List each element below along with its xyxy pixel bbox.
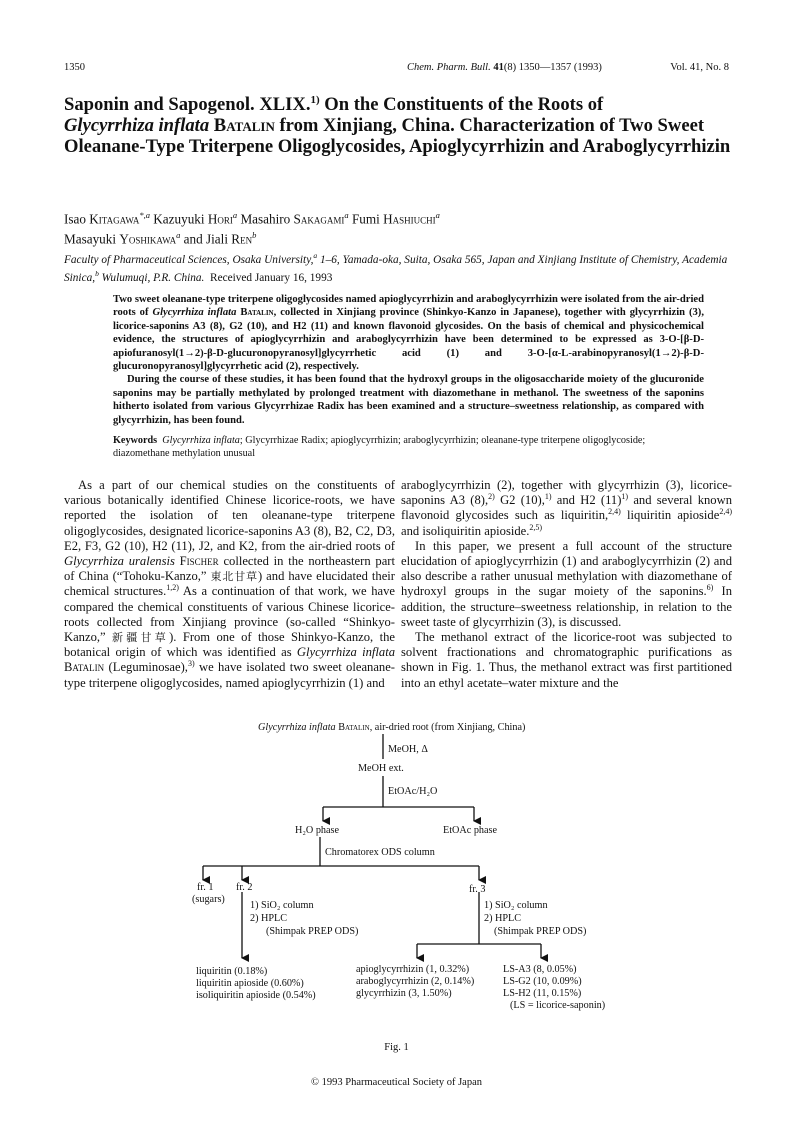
body-text: As a part of our chemical studies on the constituents of various botanically identified Chinese licorice-roots, we have reported the isolation of ten oleanane-type triterpene oligoglycosides, designated licorice-saponins A3 (8), B2, C2, D3, E2, F3, G2 (10), H2 (11), J2, and K2, from the air-dried roots of xyxy=(64,478,395,553)
scheme-node: H₂O phase xyxy=(295,825,340,836)
paper-title xyxy=(64,90,734,157)
body-ref: 2,4) xyxy=(719,507,732,517)
scheme-step: 1) SiO₂ column xyxy=(484,900,548,911)
scheme-product: apioglycyrrhizin (1, 0.32%) xyxy=(356,964,470,975)
abstract-species: Glycyrrhiza inflata xyxy=(152,307,237,319)
scheme-product: glycyrrhizin (3, 1.50%) xyxy=(356,988,452,999)
scheme-step: 2) HPLC xyxy=(484,913,522,924)
affiliation xyxy=(64,249,739,285)
author-first: Fumi xyxy=(348,211,384,227)
scheme-step: 2) HPLC xyxy=(250,913,288,924)
body-text: and H2 (11) xyxy=(551,493,622,508)
scheme-node: fr. 3 xyxy=(469,884,486,895)
scheme-species-author: Batalin xyxy=(338,722,370,733)
scheme-node: EtOAc phase xyxy=(443,825,498,836)
body-text: (Leguminosae), xyxy=(104,660,188,675)
body-ref: 1,2) xyxy=(166,583,179,593)
body-cjk: 新疆甘草 xyxy=(112,631,170,645)
author-surname: Kitagawa xyxy=(89,211,140,227)
body-text: In this paper, we present a full account of the structure elucidation of apioglycyrrhizin (1) and araboglycyrrhizin (2) and also describe a rather unusual methylation with diazomethane of hydroxyl groups in the sugar moiety of the saponins. xyxy=(401,538,732,599)
body-text: As a continuation of that work, we have compared the chemical constituents of various Chinese licorice-roots collected from Xinjiang province (so-called “Shinkyo-Kanzo,” xyxy=(64,584,395,645)
body-ref: 6) xyxy=(706,583,714,593)
affiliation-sup: b xyxy=(95,268,99,278)
body-text: and isoliquiritin apioside. xyxy=(401,523,530,538)
body-paragraph xyxy=(401,478,732,539)
body-ref: 3) xyxy=(187,659,195,669)
abstract-paragraph: During the course of these studies, it has been found that the hydroxyl groups in the oligosaccharide moiety of the glucuronide saponins may be partially methylated by prolonged treatment with diazomethane in methanol. The sweetness of the saponins hitherto isolated from various Glycyrrhizae Radix has been examined and a structure–sweetness relationship, as compared with glycyrrhizin, has been found. xyxy=(113,374,704,426)
scheme-step: Chromatorex ODS column xyxy=(325,847,435,858)
keywords-label: Keywords xyxy=(113,435,158,446)
journal-volume: 41 xyxy=(493,62,504,73)
scheme-product: isoliquiritin apioside (0.54%) xyxy=(196,990,316,1001)
scheme-step: EtOAc/H₂O xyxy=(388,786,438,797)
scheme-node: MeOH ext. xyxy=(358,763,404,774)
body-species-author: Fischer xyxy=(174,554,219,569)
title-ref: 1) xyxy=(310,94,320,106)
author-sup: b xyxy=(252,230,257,241)
body-ref: 2,5) xyxy=(529,522,543,532)
scheme-source-text: , air-dried root (from Xinjiang, China) xyxy=(369,722,526,733)
author-surname: Sakagami xyxy=(293,211,345,227)
scheme-node: fr. 2 xyxy=(236,882,253,893)
author-surname: Yoshikawa xyxy=(119,231,177,247)
author-sup: a xyxy=(176,230,181,241)
body-text: and several known flavonoid glycosides such as liquiritin, xyxy=(401,493,732,523)
author-surname: Hashiuchi xyxy=(383,211,436,227)
copyright-notice: © 1993 Pharmaceutical Society of Japan xyxy=(311,1077,482,1088)
scheme-product: liquiritin apioside (0.60%) xyxy=(196,978,304,989)
keyword-list: ; Glycyrrhizae Radix; apioglycyrrhizin; araboglycyrrhizin; oleanane-type triterpene oligoglycoside; diazomethane methylation unusual xyxy=(113,435,646,459)
body-species: Glycyrrhiza inflata xyxy=(296,645,395,660)
body-text: we have isolated two sweet oleanane-type triterpene oligoglycosides, named apioglycyrrhizin (1) and xyxy=(64,660,396,690)
body-paragraph xyxy=(401,539,732,630)
body-text: ) and have elucidated their chemical structures. xyxy=(64,569,395,599)
received-date: Received January 16, 1993 xyxy=(210,271,333,284)
title-rest: from Xinjiang, China. Characterization of Two Sweet Oleanane-Type Triterpene Oligoglycosides, Apioglycyrrhizin and Araboglycyrrhizin xyxy=(64,115,731,158)
scheme-product: LS-A3 (8, 0.05%) xyxy=(503,964,577,975)
title-species: Glycyrrhiza inflata xyxy=(64,115,210,137)
figure-caption: Fig. 1 xyxy=(384,1042,409,1053)
body-column-right xyxy=(401,478,732,691)
body-text: In addition, the structure–sweetness relationship, in relation to the sweet taste of glycyrrhizin (3), is discussed. xyxy=(401,584,733,629)
scheme-species: Glycyrrhiza inflata xyxy=(258,722,336,733)
scheme-product: LS-H2 (11, 0.15%) xyxy=(503,988,582,999)
title-line1b: On the Constituents of the Roots of xyxy=(319,94,604,116)
scheme-product: araboglycyrrhizin (2, 0.14%) xyxy=(356,976,475,987)
title-species-author: Batalin xyxy=(213,115,275,137)
body-species-author: Batalin xyxy=(64,660,105,675)
abstract xyxy=(113,293,704,427)
body-ref: 1) xyxy=(544,492,552,502)
author-sup: *,a xyxy=(139,210,150,220)
scheme-step: (Shimpak PREP ODS) xyxy=(266,926,359,937)
fractionation-scheme xyxy=(0,720,793,1050)
body-cjk: 東北甘草 xyxy=(210,570,258,584)
abstract-text: , collected in Xinjiang province (Shinkyo-Kanzo in Japanese), together with glycyrrhizin (3), licorice-saponins A3 (8), G2 (10), and H2 (11) and known flavonoid glycosides. On the basis of chemical and physicochemical evidence, the structures of apioglycyrrhizin and araboglycyrrhizin have been determined to be expressed as 3-O-[β-D-apiofuranosyl(1→2)-β-D-glucuronopyranosyl]glycyrrhetic acid (1) and 3-O-[α-L-arabinopyranosyl(1→2)-β-D-glucuronopyranosyl]glycyrrhetic acid (2), respectively. xyxy=(113,307,704,373)
abstract-text: Two sweet oleanane-type triterpene oligoglycosides named apioglycyrrhizin and araboglycyrrhizin were isolated from the air-dried roots of xyxy=(113,294,704,319)
author-first: Kazuyuki xyxy=(149,211,208,227)
abstract-paragraph xyxy=(113,293,704,373)
scheme-node: (sugars) xyxy=(192,894,225,905)
author-sup: a xyxy=(232,210,238,220)
body-text: araboglycyrrhizin (2), together with glycyrrhizin (3), licorice-saponins A3 (8), xyxy=(401,478,732,508)
author-first: Masayuki xyxy=(64,231,120,247)
affiliation-text: Wulumuqi, P.R. China. xyxy=(98,271,205,284)
author-surname: Ren xyxy=(231,231,253,247)
scheme-step: (Shimpak PREP ODS) xyxy=(494,926,587,937)
keywords xyxy=(113,434,704,460)
page-number: 1350 xyxy=(64,62,85,73)
journal-issue: (8) 1350—1357 (1993) xyxy=(503,62,602,73)
scheme-source xyxy=(258,722,525,734)
volume-label: Vol. 41, No. 8 xyxy=(670,62,729,73)
body-ref: 2) xyxy=(488,492,495,502)
author-first: Isao xyxy=(64,211,90,227)
body-paragraph xyxy=(64,478,395,691)
author-surname: Hori xyxy=(207,211,233,227)
keyword-item: Glycyrrhiza inflata xyxy=(162,435,240,446)
scheme-note: (LS = licorice-saponin) xyxy=(510,1000,606,1011)
author-first: Masahiro xyxy=(237,211,294,227)
author-sup: a xyxy=(344,210,349,220)
title-line1: Saponin and Sapogenol. XLIX. xyxy=(64,94,311,116)
scheme-product: liquiritin (0.18%) xyxy=(196,966,268,977)
body-column-left xyxy=(64,478,395,691)
body-text: ). From one of those Shinkyo-Kanzo, the botanical origin of which was identified as xyxy=(64,630,395,660)
abstract-species-author: Batalin xyxy=(240,307,274,319)
affiliation-sup: a xyxy=(313,251,318,260)
journal-name: Chem. Pharm. Bull. xyxy=(407,62,491,73)
body-ref: 2,4) xyxy=(608,507,621,517)
author-list xyxy=(64,207,734,248)
body-species: Glycyrrhiza uralensis xyxy=(64,554,175,569)
scheme-step: 1) SiO₂ column xyxy=(250,900,314,911)
body-ref: 1) xyxy=(621,492,629,502)
body-paragraph: The methanol extract of the licorice-root was subjected to solvent fractionations and chromatographic purifications as shown in Fig. 1. Thus, the methanol extract was first partitioned into an ethyl acetate–water mixture and the xyxy=(401,630,732,690)
body-text: liquiritin apioside xyxy=(620,508,720,523)
scheme-product: LS-G2 (10, 0.09%) xyxy=(503,976,582,987)
body-text: G2 (10), xyxy=(494,493,545,508)
body-text: collected in the northeastern part of China (“Tohoku-Kanzo,” xyxy=(64,554,395,584)
author-first: and Jiali xyxy=(180,231,232,247)
affiliation-text: Faculty of Pharmaceutical Sciences, Osaka University, xyxy=(64,253,314,266)
journal-citation xyxy=(407,62,602,73)
scheme-node: fr. 1 xyxy=(197,882,214,893)
scheme-step: MeOH, Δ xyxy=(388,744,428,755)
affiliation-text: 1–6, Yamada-oka, Suita, Osaka 565, Japan and Xinjiang Institute of Chemistry, Academia Sinica, xyxy=(64,253,728,284)
author-sup: a xyxy=(435,210,440,220)
